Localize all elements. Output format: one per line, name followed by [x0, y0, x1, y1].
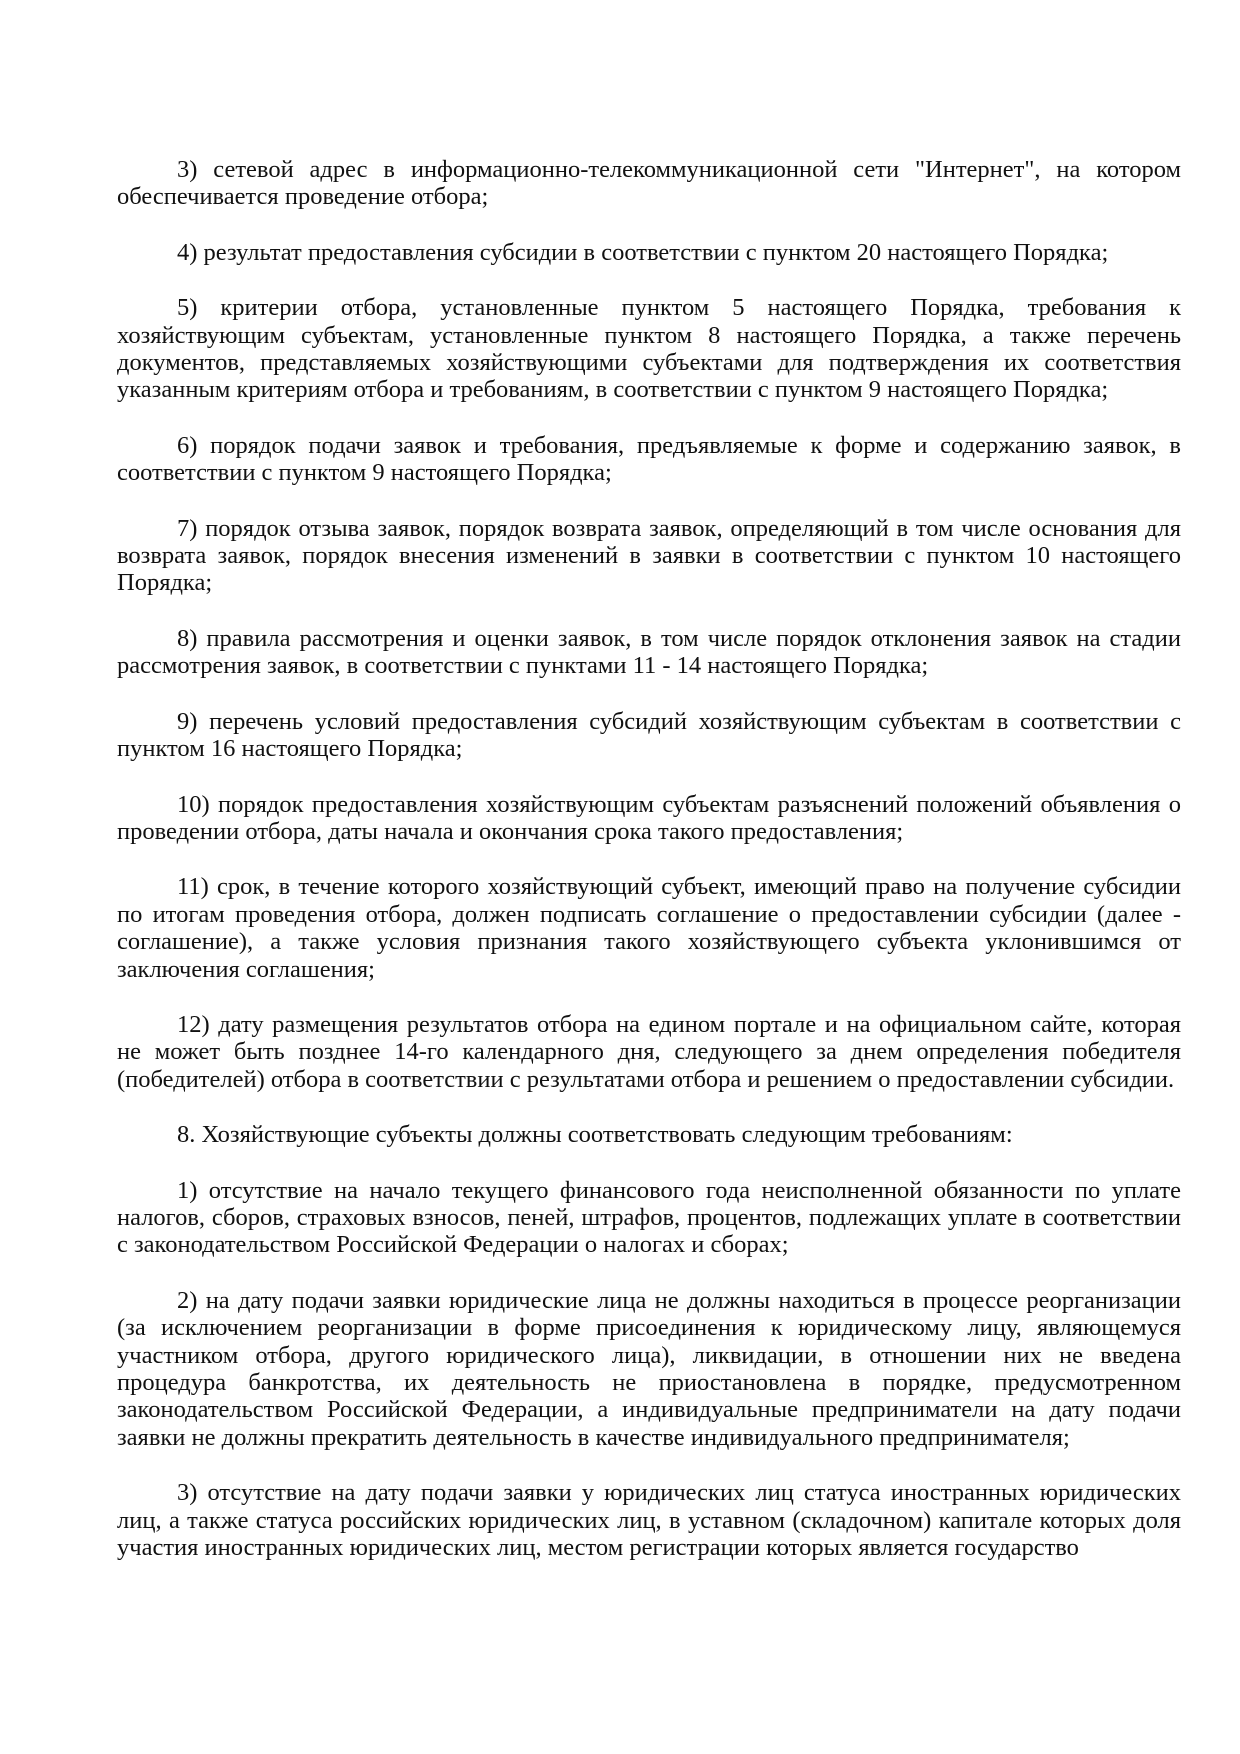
paragraph-item-6: 6) порядок подачи заявок и требования, предъявляемые к форме и содержанию заявок, в соответствии с пунктом 9 настоящего Порядка;: [117, 431, 1181, 487]
paragraph-item-10: 10) порядок предоставления хозяйствующим субъектам разъяснений положений объявления о проведении отбора, даты начала и окончания срока такого предоставления;: [117, 790, 1181, 845]
document-page: [117, 156, 1181, 1589]
section-8-heading: 8. Хозяйствующие субъекты должны соответствовать следующим требованиям:: [177, 1121, 1013, 1149]
paragraph-item-11: 11) срок, в течение которого хозяйствующий субъект, имеющий право на получение субсидии по итогам проведения отбора, должен подписать соглашение о предоставлении субсидии (далее - соглашение), а также условия признания такого хозяйствующего субъекта уклонившимся от заключения соглашения;: [117, 873, 1181, 983]
paragraph-item-7: 7) порядок отзыва заявок, порядок возврата заявок, определяющий в том числе основания для возврата заявок, порядок внесения изменений в заявки в соответствии с пунктом 10 настоящего Порядка;: [117, 514, 1181, 597]
paragraph-item-9: 9) перечень условий предоставления субсидий хозяйствующим субъектам в соответствии с пунктом 16 настоящего Порядка;: [117, 707, 1181, 763]
paragraph-item-8: 8) правила рассмотрения и оценки заявок, в том числе порядок отклонения заявок на стадии рассмотрения заявок, в соответствии с пунктами 11 - 14 настоящего Порядка;: [117, 624, 1181, 680]
requirement-2: 2) на дату подачи заявки юридические лица не должны находиться в процессе реорганизации (за исключением реорганизации в форме присоединения к юридическому лицу, являющемуся участником отбора, другого юридического лица), ликвидации, в отношении них не введена процедура банкротства, их деятельность не приостановлена в порядке, предусмотренном законодательством Российской Федерации, а индивидуальные предприниматели на дату подачи заявки не должны прекратить деятельность в качестве индивидуального предпринимателя;: [117, 1286, 1181, 1451]
requirement-1: 1) отсутствие на начало текущего финансового года неисполненной обязанности по уплате налогов, сборов, страховых взносов, пеней, штрафов, процентов, подлежащих уплате в соответствии с законодательством Российской Федерации о налогах и сборах;: [117, 1176, 1181, 1259]
requirement-3: 3) отсутствие на дату подачи заявки у юридических лиц статуса иностранных юридических лиц, а также статуса российских юридических лиц, в уставном (складочном) капитале которых доля участия иностранных юридических лиц, местом регистрации которых является государство: [117, 1479, 1181, 1562]
paragraph-item-12: 12) дату размещения результатов отбора на едином портале и на официальном сайте, которая не может быть позднее 14-го календарного дня, следующего за днем определения победителя (победителей) отбора в соответствии с результатами отбора и решением о предоставлении субсидии.: [117, 1010, 1181, 1093]
paragraph-item-3: 3) сетевой адрес в информационно-телекоммуникационной сети "Интернет", на котором обеспечивается проведение отбора;: [117, 156, 1181, 211]
paragraph-item-4: 4) результат предоставления субсидии в соответствии с пунктом 20 настоящего Порядка;: [177, 238, 1109, 266]
paragraph-item-5: 5) критерии отбора, установленные пунктом 5 настоящего Порядка, требования к хозяйствующим субъектам, установленные пунктом 8 настоящего Порядка, а также перечень документов, представляемых хозяйствующими субъектами для подтверждения их соответствия указанным критериям отбора и требованиям, в соответствии с пунктом 9 настоящего Порядка;: [117, 294, 1181, 404]
